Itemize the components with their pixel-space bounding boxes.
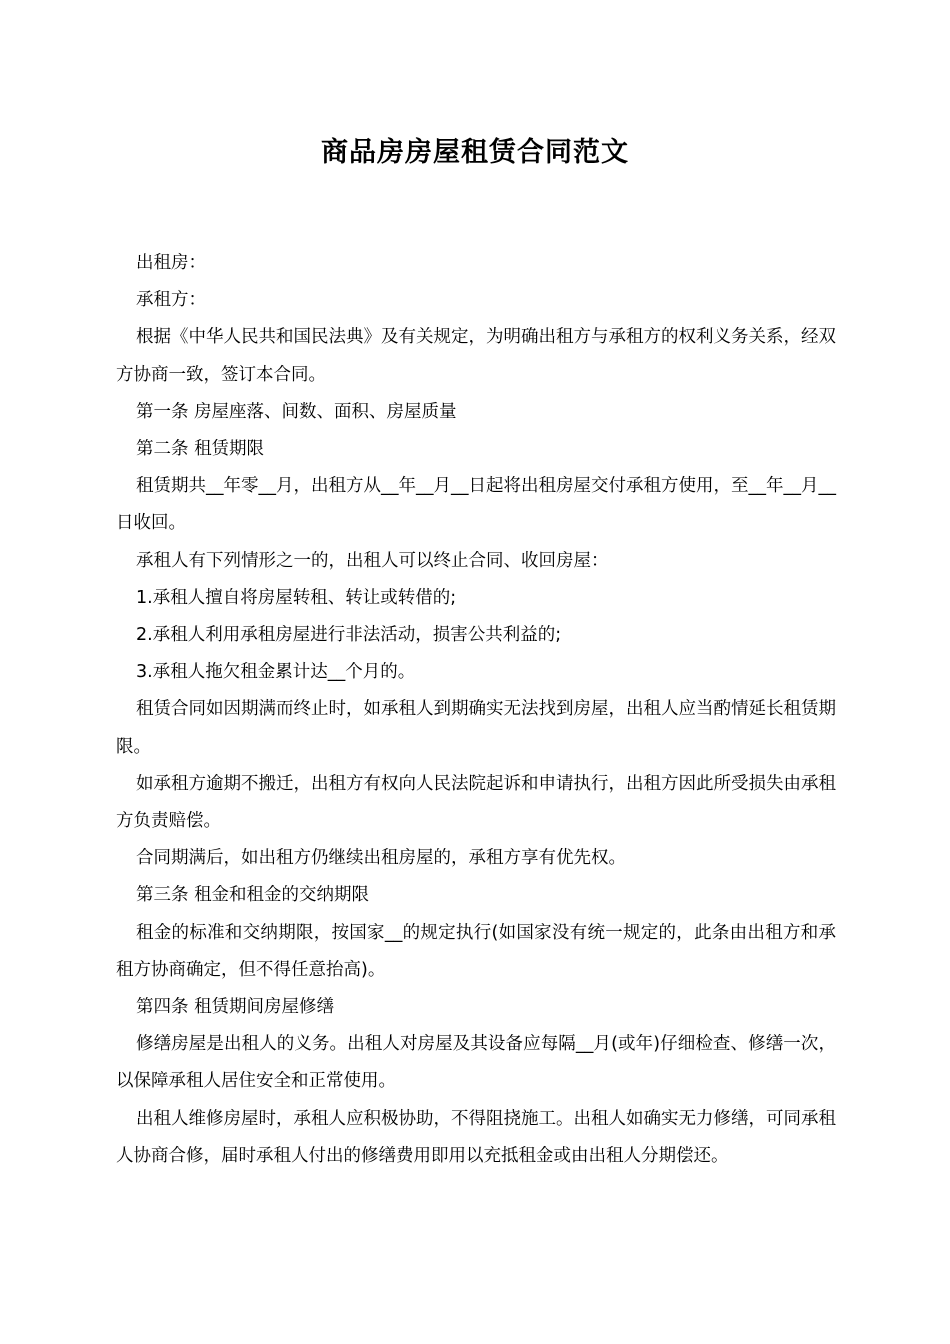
termination-item-2: 2.承租人利用承租房屋进行非法活动，损害公共利益的; <box>136 625 562 646</box>
document-title: 商品房房屋租赁合同范文 <box>321 137 629 168</box>
article-3-heading: 第三条 租金和租金的交纳期限 <box>136 885 370 906</box>
document-body <box>116 245 836 1175</box>
termination-item-1: 1.承租人擅自将房屋转租、转让或转借的; <box>136 587 457 608</box>
priority-paragraph: 合同期满后，如出租方仍继续出租房屋的，承租方享有优先权。 <box>136 848 626 869</box>
extension-paragraph: 租赁合同如因期满而终止时，如承租人到期确实无法找到房屋，出租人应当酌情延长租赁期限。 <box>116 699 836 757</box>
lease-term-paragraph: 租赁期共__年零__月，出租方从__年__月__日起将出租房屋交付承租方使用，至__年__月__日收回。 <box>116 476 836 534</box>
repair-cooperation-paragraph: 出租人维修房屋时，承租人应积极协助，不得阻挠施工。出租人如确实无力修缮，可同承租人协商合修，届时承租人付出的修缮费用即用以充抵租金或由出租人分期偿还。 <box>116 1108 836 1166</box>
lessor-line: 出租房： <box>136 253 206 273</box>
article-2-heading: 第二条 租赁期限 <box>136 439 265 460</box>
preamble-paragraph: 根据《中华人民共和国民法典》及有关规定，为明确出租方与承租方的权利义务关系，经双方协商一致，签订本合同。 <box>116 327 836 385</box>
termination-intro-paragraph: 承租人有下列情形之一的，出租人可以终止合同、收回房屋： <box>136 550 609 571</box>
article-1-heading: 第一条 房屋座落、间数、面积、房屋质量 <box>136 401 457 422</box>
rent-standard-paragraph: 租金的标准和交纳期限，按国家__的规定执行(如国家没有统一规定的，此条由出租方和承租方协商确定，但不得任意抬高)。 <box>116 922 836 980</box>
overdue-paragraph: 如承租方逾期不搬迁，出租方有权向人民法院起诉和申请执行，出租方因此所受损失由承租方负责赔偿。 <box>116 773 836 832</box>
lessee-line: 承租方： <box>136 290 206 311</box>
termination-item-3: 3.承租人拖欠租金累计达__个月的。 <box>136 662 416 683</box>
article-4-heading: 第四条 租赁期间房屋修缮 <box>136 997 335 1018</box>
repair-duty-paragraph: 修缮房屋是出租人的义务。出租人对房屋及其设备应每隔__月(或年)仔细检查、修缮一次，以保障承租人居住安全和正常使用。 <box>116 1034 836 1092</box>
